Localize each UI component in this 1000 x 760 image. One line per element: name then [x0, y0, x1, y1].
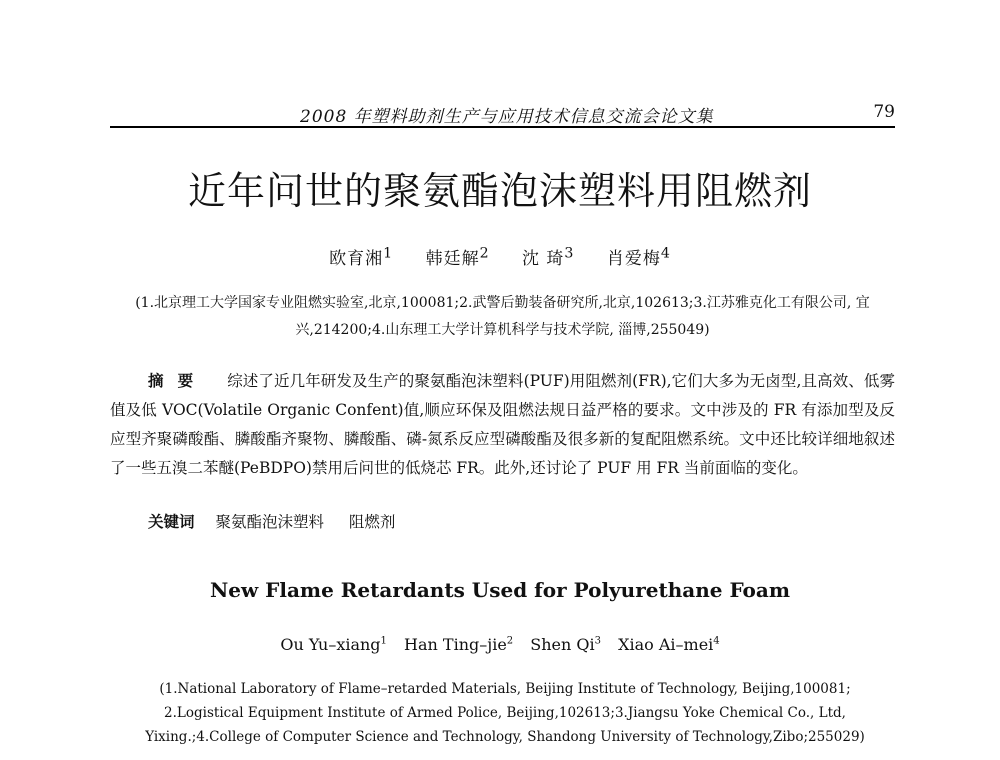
author-sup: 2 — [479, 245, 490, 262]
paper-title: 近年问世的聚氨酯泡沫塑料用阻燃剂 — [187, 169, 812, 213]
author — [329, 245, 394, 269]
english-author-name: Ou Yu–xiang — [280, 635, 381, 654]
author-name: 欧育湘 — [329, 249, 384, 269]
author-sup: 4 — [660, 245, 671, 262]
keywords-label: 关键词 — [148, 512, 195, 531]
header-title: 2008 年塑料助剂生产与应用技术信息交流会论文集 — [300, 107, 714, 127]
keywords — [148, 510, 415, 532]
author-sup: 3 — [564, 245, 575, 262]
keyword: 聚氨酯泡沫塑料 — [215, 513, 324, 531]
english-author-sup: 4 — [713, 635, 720, 647]
english-author — [404, 635, 513, 654]
english-author — [618, 635, 720, 654]
english-author — [530, 635, 601, 654]
author — [522, 245, 575, 269]
english-author-name: Xiao Ai–mei — [618, 635, 714, 654]
author-name: 沈 琦 — [522, 249, 565, 269]
keyword: 阻燃剂 — [348, 513, 396, 531]
english-title: New Flame Retardants Used for Polyurethane Foam — [209, 578, 791, 602]
affiliation-chinese: (1.北京理工大学国家专业阻燃实验室,北京,100081;2.武警后勤装备研究所,北京,102613;3.江苏雅克化工有限公司, 宜兴,214200;4.山东理工大学计算机科学与技术学院, 淄博,255049) — [135, 295, 870, 338]
author — [606, 245, 671, 269]
abstract-label: 摘要 — [148, 371, 208, 390]
english-author-sup: 1 — [380, 635, 387, 647]
affiliation-english: (1.National Laboratory of Flame–retarded Materials, Beijing Institute of Technology, Beijing,100081; 2.Logistical Equipment Institute of Armed Police, Beijing,102613;3.Jiangsu Yoke Chemical Co., Ltd, Yixing.;4.College of Computer Science and Technology, Shandong University of Technology,Zibo;255029) — [145, 681, 865, 745]
english-author-list — [0, 635, 1000, 654]
english-author-name: Shen Qi — [530, 635, 595, 654]
author-name: 韩廷解 — [425, 249, 480, 269]
english-author-sup: 3 — [594, 635, 601, 647]
header-rule — [110, 126, 895, 128]
author — [425, 245, 490, 269]
english-author-name: Han Ting–jie — [404, 635, 507, 654]
running-header — [110, 102, 895, 128]
abstract-text: 综述了近几年研发及生产的聚氨酯泡沫塑料(PUF)用阻燃剂(FR),它们大多为无卤型,且高效、低雾值及低 VOC(Volatile Organic Confent)值,顺应环保及阻燃法规日益严格的要求。文中涉及的 FR 有添加型及反应型齐聚磷酸酯、膦酸酯齐聚物、膦酸酯、磷-氮系反应型磷酸酯及很多新的复配阻燃系统。文中还比较详细地叙述了一些五溴二苯醚(PeBDPO)禁用后问世的低烧芯 FR。此外,还讨论了 PUF 用 FR 当前面临的变化。 — [110, 372, 895, 477]
english-author — [280, 635, 387, 654]
author-sup: 1 — [383, 245, 394, 262]
author-name: 肖爱梅 — [606, 249, 661, 269]
page-number: 79 — [873, 102, 895, 122]
abstract — [110, 366, 895, 483]
english-author-sup: 2 — [506, 635, 514, 647]
author-list — [0, 244, 1000, 269]
